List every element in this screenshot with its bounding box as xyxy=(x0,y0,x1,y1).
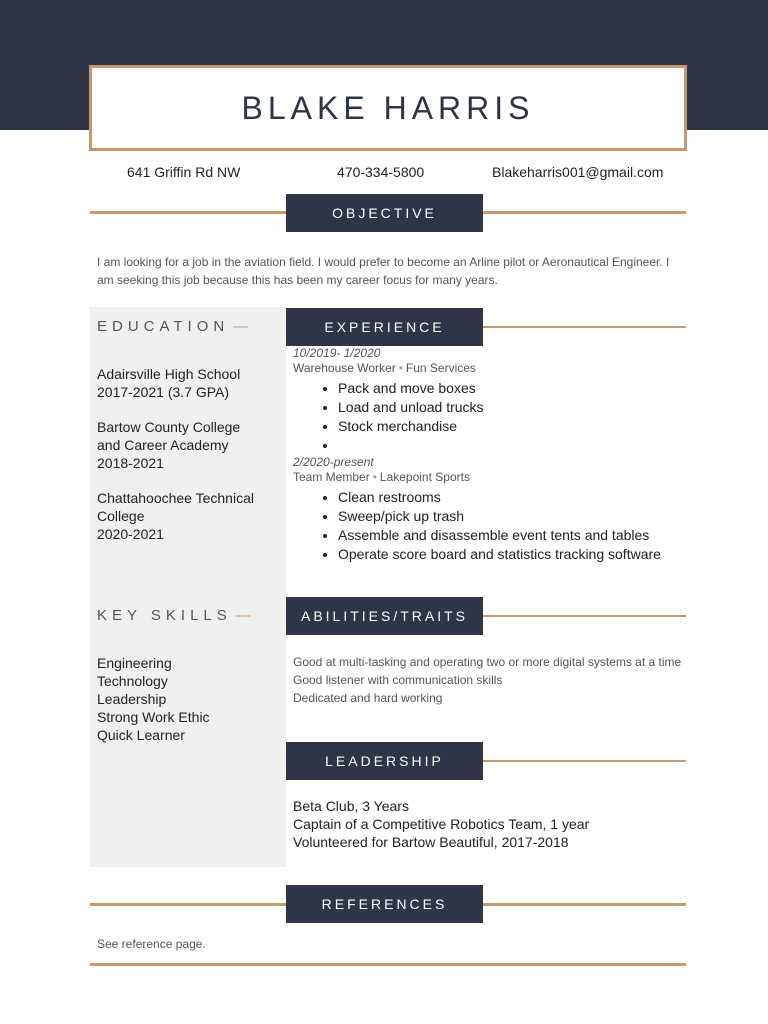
skill-item: Quick Learner xyxy=(97,727,185,743)
job-title xyxy=(293,361,476,375)
references-rule-right xyxy=(483,903,686,906)
job-duties xyxy=(318,379,686,455)
name-box xyxy=(89,65,687,151)
job-separator: • xyxy=(398,361,403,375)
contact-phone: 470-334-5800 xyxy=(337,164,425,180)
skill-item: Technology xyxy=(97,673,168,689)
education-item xyxy=(97,489,282,543)
duty-item: • Pack and move boxes xyxy=(338,379,686,398)
job-dates: 10/2019- 1/2020 xyxy=(293,346,381,360)
contact-address: 641 Griffin Rd NW xyxy=(127,164,241,180)
education-item xyxy=(97,365,282,401)
skills-dash: — xyxy=(235,607,251,624)
leadership-list xyxy=(293,797,589,851)
leadership-rule xyxy=(483,760,686,762)
skill-item: Leadership xyxy=(97,691,167,707)
references-rule-left xyxy=(90,903,286,906)
contact-email: Blakeharris001@gmail.com xyxy=(492,164,664,180)
experience-rule xyxy=(483,326,686,328)
job-title xyxy=(293,470,470,484)
duty-item: • Stock merchandise xyxy=(338,417,686,436)
education-item xyxy=(97,418,282,472)
ability-item: Good at multi-tasking and operating two or more digital systems at a time xyxy=(293,655,682,669)
duty-item: • Assemble and disassemble event tents and tables xyxy=(338,526,686,545)
objective-header: OBJECTIVE xyxy=(286,194,483,232)
objective-rule-right xyxy=(483,211,686,214)
skill-item: Engineering xyxy=(97,655,172,671)
school-years: 2017-2021 (3.7 GPA) xyxy=(97,384,230,400)
school-name: Chattahoochee Technical xyxy=(97,490,254,506)
job-role: Warehouse Worker xyxy=(293,361,396,375)
ability-item: Dedicated and hard working xyxy=(293,691,443,705)
skills-title: KEY SKILLS xyxy=(97,607,232,624)
job-separator: • xyxy=(372,470,377,484)
skills-heading xyxy=(97,607,251,624)
objective-text: I am looking for a job in the aviation field. I would prefer to become an Arline pilot or Aeronautical Engineer. I am seeking this job because this has been my career focus for many years. xyxy=(97,255,670,287)
school-name: and Career Academy xyxy=(97,437,229,453)
skills-list xyxy=(97,654,210,744)
duty-item: • Load and unload trucks xyxy=(338,398,686,417)
job-role: Team Member xyxy=(293,470,370,484)
education-heading xyxy=(97,318,248,335)
abilities-list xyxy=(293,653,683,707)
references-text: See reference page. xyxy=(97,937,206,951)
school-years: 2020-2021 xyxy=(97,526,164,542)
duty-item xyxy=(338,436,686,455)
objective-rule-left xyxy=(90,211,286,214)
skill-item: Strong Work Ethic xyxy=(97,709,210,725)
abilities-header: ABILITIES/TRAITS xyxy=(286,597,483,635)
school-name: Adairsville High School xyxy=(97,366,241,382)
experience-header: EXPERIENCE xyxy=(286,308,483,346)
candidate-name: BLAKE HARRIS xyxy=(241,89,535,126)
education-title: EDUCATION xyxy=(97,318,230,335)
job-duties xyxy=(318,488,686,564)
job-company: Lakepoint Sports xyxy=(379,470,470,484)
ability-item: Good listener with communication skills xyxy=(293,673,503,687)
leadership-item: Beta Club, 3 Years xyxy=(293,798,409,814)
leadership-header: LEADERSHIP xyxy=(286,742,483,780)
school-years: 2018-2021 xyxy=(97,455,164,471)
school-name: Bartow County College xyxy=(97,419,241,435)
abilities-rule xyxy=(483,615,686,617)
duty-item: • Sweep/pick up trash xyxy=(338,507,686,526)
job-company: Fun Services xyxy=(405,361,476,375)
job-dates: 2/2020-present xyxy=(293,455,374,469)
bottom-rule xyxy=(90,963,686,966)
duty-item: • Operate score board and statistics tracking software xyxy=(338,545,686,564)
school-name: College xyxy=(97,508,145,524)
duty-item: • Clean restrooms xyxy=(338,488,686,507)
education-dash: — xyxy=(233,318,249,335)
leadership-item: Captain of a Competitive Robotics Team, 1 year xyxy=(293,816,590,832)
leadership-item: Volunteered for Bartow Beautiful, 2017-2018 xyxy=(293,834,569,850)
references-header: REFERENCES xyxy=(286,885,483,923)
